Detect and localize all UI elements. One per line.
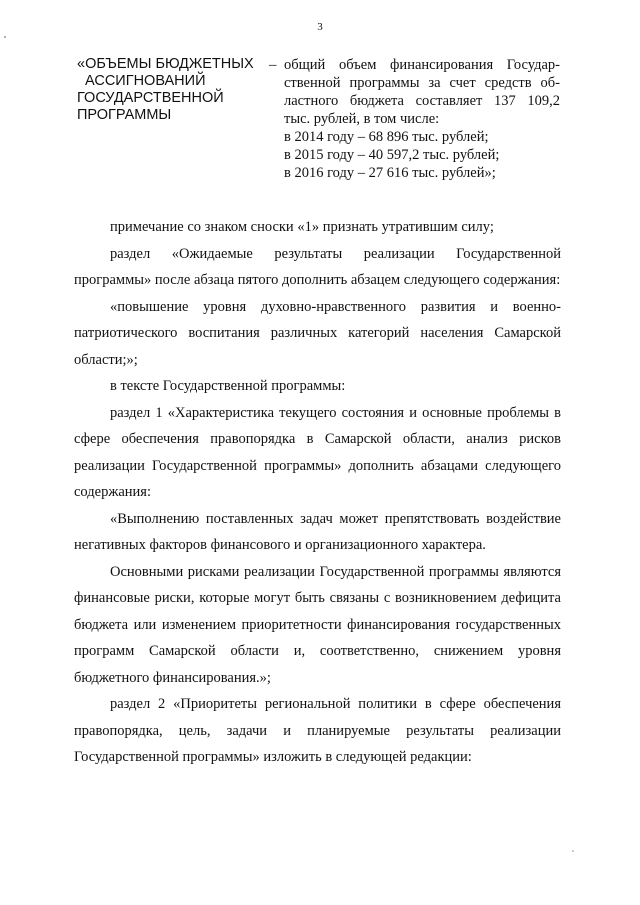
label-line: «ОБЪЕМЫ БЮДЖЕТНЫХ xyxy=(77,56,254,72)
label-line: ГОСУДАРСТВЕННОЙ xyxy=(77,90,224,106)
paragraph: «повышение уровня духовно-нравственного развития и военно-патриотического воспитания различных категорий населения Самарской области;»; xyxy=(74,298,561,368)
scan-speck xyxy=(572,850,574,852)
paragraph: раздел 1 «Характеристика текущего состояния и основные проблемы в сфере обеспечения правопорядка в Самарской области, анализ рисков реализации Государственной программы» дополнить абзацами следующего содержания: xyxy=(74,404,561,500)
value-line: ственной программы за счет средств об- xyxy=(284,75,560,91)
value-line: общий объем финансирования Государ- xyxy=(284,57,560,73)
paragraph: Основными рисками реализации Государственной программы являются финансовые риски, которые могут быть связаны с возникновением дефицита бюджета или изменением приоритетности финансирования государственных программ Самарской области и, соответственно, снижением уровня бюджетного финансирования.»; xyxy=(74,563,561,686)
label-line: ПРОГРАММЫ xyxy=(77,107,172,123)
paragraph: «Выполнению поставленных задач может препятствовать воздействие негативных факторов финансового и организационного характера. xyxy=(74,510,561,553)
value-line: в 2014 году – 68 896 тыс. рублей; xyxy=(284,129,489,145)
paragraph: примечание со знаком сноски «1» признать утратившим силу; xyxy=(110,219,494,235)
document-body xyxy=(74,214,561,771)
page-number: 3 xyxy=(317,21,323,33)
value-line: тыс. рублей, в том числе: xyxy=(284,111,440,127)
value-line: в 2016 году – 27 616 тыс. рублей»; xyxy=(284,165,496,181)
paragraph: раздел «Ожидаемые результаты реализации Государственной программы» после абзаца пятого дополнить абзацем следующего содержания: xyxy=(74,245,561,288)
paragraph: в тексте Государственной программы: xyxy=(110,378,346,394)
label-line: АССИГНОВАНИЙ xyxy=(85,73,206,89)
paragraph: раздел 2 «Приоритеты региональной политики в сфере обеспечения правопорядка, цель, задачи и планируемые результаты реализации Государственной программы» изложить в следующей редакции: xyxy=(74,696,561,765)
passport-field-value xyxy=(284,56,560,182)
scan-speck xyxy=(4,36,6,38)
passport-dash: – xyxy=(269,57,277,73)
passport-field-label xyxy=(77,56,267,124)
value-line: ластного бюджета составляет 137 109,2 xyxy=(284,93,560,109)
value-line: в 2015 году – 40 597,2 тыс. рублей; xyxy=(284,147,500,163)
